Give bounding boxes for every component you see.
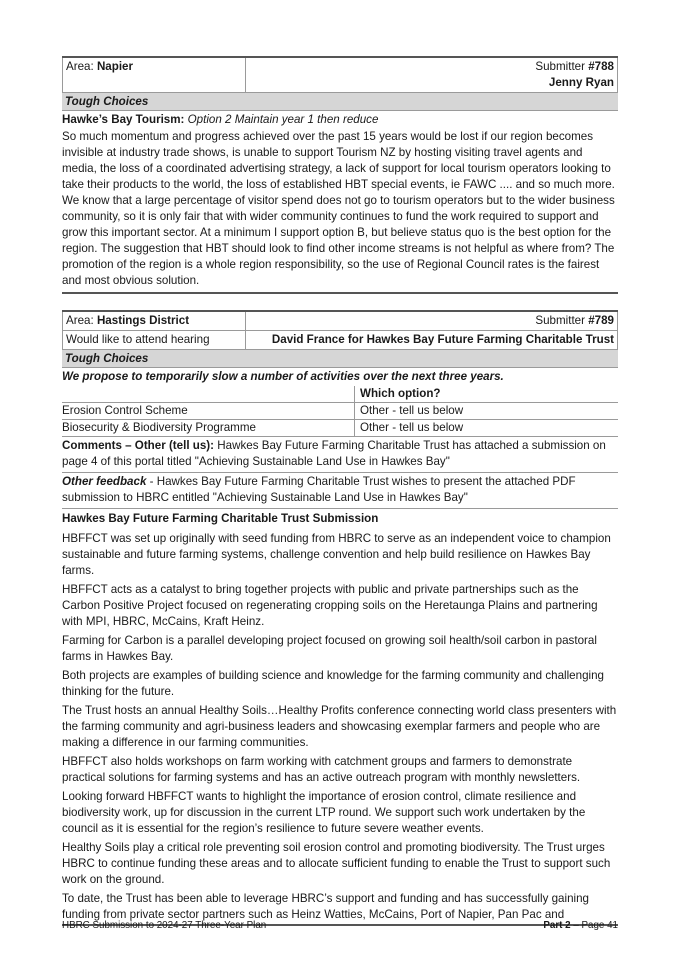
submitter-name: David France for Hawkes Bay Future Farming Charitable Trust bbox=[271, 333, 614, 346]
submitter-name: Jenny Ryan bbox=[548, 76, 614, 89]
choice-cell: Other - tell us below bbox=[355, 403, 619, 420]
trust-paragraph: Healthy Soils play a critical role preventing soil erosion control and promoting biodiversity. The Trust urges HBRC to continue funding these areas and to allocate sufficient funding to enable the Trust to support such work on the ground. bbox=[62, 841, 611, 886]
submitter-cell bbox=[246, 57, 618, 93]
submitter-cell bbox=[246, 311, 618, 331]
other-feedback-label: Other feedback bbox=[62, 475, 147, 488]
trust-paragraph: HBFFCT was set up originally with seed funding from HBRC to serve as an independent voice to champion sustainable and future farming systems, challenge convention and help build resilience on Hawkes Bay farms. bbox=[62, 532, 611, 577]
footer-page bbox=[543, 920, 618, 931]
footer-page-number: – Page 41 bbox=[570, 920, 618, 931]
area-cell bbox=[63, 57, 246, 93]
hearing-cell: Would like to attend hearing bbox=[63, 331, 246, 350]
activity-cell: Biosecurity & Biodiversity Programme bbox=[62, 420, 355, 437]
trust-paragraph: Farming for Carbon is a parallel developing project focused on growing soil health/soil carbon in pastoral farms in Hawkes Bay. bbox=[62, 634, 597, 663]
trust-paragraph: Both projects are examples of building science and knowledge for the farming community and challenging thinking for the future. bbox=[62, 669, 604, 698]
topic-title: Hawke’s Bay Tourism: bbox=[62, 113, 185, 126]
submitter-name-cell bbox=[246, 331, 618, 350]
page-footer bbox=[62, 920, 618, 931]
options-header-empty bbox=[62, 386, 355, 403]
topic-line bbox=[62, 111, 618, 129]
submitter-label: Submitter bbox=[535, 314, 589, 327]
area-label: Area: bbox=[66, 314, 97, 327]
submission-header-788 bbox=[62, 56, 618, 93]
proposal-text: We propose to temporarily slow a number of activities over the next three years. bbox=[62, 370, 504, 383]
footer-part: Part 2 bbox=[543, 920, 571, 931]
comments-text: Hawkes Bay Future Farming Charitable Trust has attached a submission on page 4 of this portal titled "Achieving Sustainable Land Use in Hawkes Bay" bbox=[62, 439, 606, 468]
trust-paragraph: Looking forward HBFFCT wants to highlight the importance of erosion control, climate resilience and biodiversity work, up for discussion in the current LTP round. We support such work undertaken by the council as it is essential for the region’s resilience to future severe weather events. bbox=[62, 790, 586, 835]
submission-header-789 bbox=[62, 310, 618, 350]
area-value: Hastings District bbox=[96, 314, 190, 327]
trust-paragraph: HBFFCT also holds workshops on farm working with catchment groups and farmers to demonstrate practical solutions for farming systems and has an active outreach program with monthly newsletters. bbox=[62, 755, 581, 784]
sub-heading: Hawkes Bay Future Farming Charitable Trust Submission bbox=[62, 512, 379, 525]
area-label: Area: bbox=[66, 60, 97, 73]
submitter-number: #789 bbox=[588, 314, 614, 327]
comments-paragraph bbox=[62, 437, 618, 473]
submitter-number: #788 bbox=[588, 60, 614, 73]
other-feedback-paragraph bbox=[62, 473, 618, 509]
section-title: Tough Choices bbox=[62, 93, 618, 111]
area-cell bbox=[63, 311, 246, 331]
document-page bbox=[62, 56, 618, 926]
options-table bbox=[62, 386, 618, 437]
trust-paragraph: The Trust hosts an annual Healthy Soils…Healthy Profits conference connecting world class presenters with the farming community and agri-business leaders and showcasing exemplar farmers and people who are making a difference in our farming communities. bbox=[62, 704, 617, 749]
submission-body: So much momentum and progress achieved over the past 15 years would be lost if our region becomes invisible at industry trade shows, is unable to support Tourism NZ by hosting visiting travel agents and media, the loss of a coordinated advertising strategy, a lack of support for local tourism operators looking to take their products to the world, the loss of established HBT special events, ie FAWC .... and so much more. We know that a large percentage of visitor spend does not go to tourism operators but to the wider business community, so it is only fair that with wider community continues to fund the work required to support and grow this important sector. At a minimum I support option B, but believe status quo is the best option for the region. The suggestion that HBT should look to find other income streams is not helpful as where from? The promotion of the region is a whole region responsibility, so the use of Regional Council rates is the fairest and most obvious solution. bbox=[62, 129, 618, 294]
other-feedback-text: - Hawkes Bay Future Farming Charitable Trust wishes to present the attached PDF submission to HBRC entitled "Achieving Sustainable Land Use in Hawkes Bay" bbox=[62, 475, 576, 504]
choice-cell: Other - tell us below bbox=[355, 420, 619, 437]
trust-paragraph: To date, the Trust has been able to leverage HBRC’s support and funding and has successfully gaining funding from private sector partners such as Heinz Watties, McCains, Port of Napier, Pan Pac and bbox=[62, 891, 618, 926]
trust-paragraph: HBFFCT acts as a catalyst to bring together projects with public and private partnerships such as the Carbon Positive Project focused on regenerating cropping soils on the Heretaunga Plains and partnering with MPI, HBRC, McCains, Kraft Heinz. bbox=[62, 583, 598, 628]
area-value: Napier bbox=[96, 60, 134, 73]
topic-option: Option 2 Maintain year 1 then reduce bbox=[184, 113, 379, 126]
submitter-label: Submitter bbox=[535, 60, 589, 73]
table-row bbox=[62, 403, 618, 420]
proposal-line bbox=[62, 368, 618, 386]
activity-cell: Erosion Control Scheme bbox=[62, 403, 355, 420]
footer-left: HBRC Submission to 2024-27 Three-Year Plan bbox=[62, 920, 267, 931]
table-row bbox=[62, 420, 618, 437]
which-option-header: Which option? bbox=[355, 386, 619, 403]
comments-label: Comments – Other (tell us): bbox=[62, 439, 215, 452]
section-title: Tough Choices bbox=[62, 350, 618, 368]
